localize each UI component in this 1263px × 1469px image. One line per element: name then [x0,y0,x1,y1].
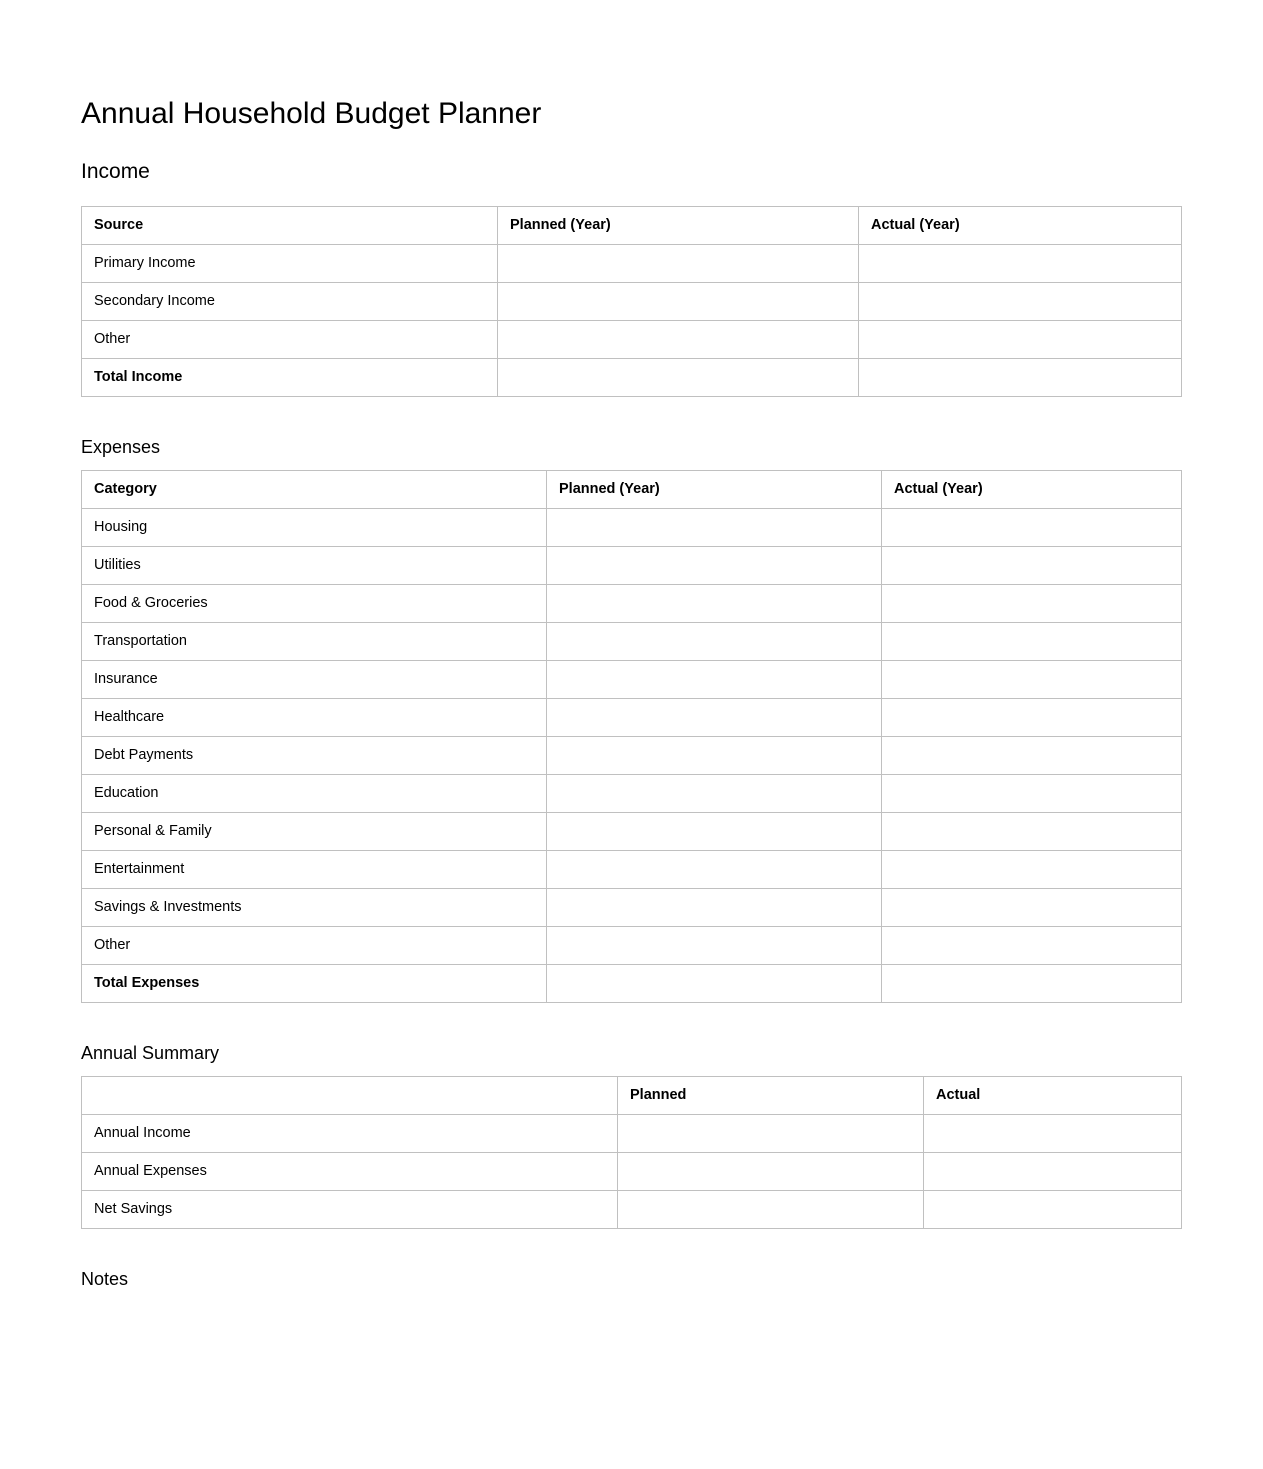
actual-value-cell[interactable] [882,775,1182,813]
planned-value-cell[interactable] [547,585,882,623]
annual-summary-table [81,1076,1182,1229]
actual-value-cell[interactable] [882,851,1182,889]
planned-value-cell[interactable] [547,623,882,661]
row-label-cell: Annual Income [82,1115,618,1153]
planned-value-cell[interactable] [547,813,882,851]
table-row [82,661,1182,699]
row-label-cell: Entertainment [82,851,547,889]
planned-value-cell[interactable] [618,1153,924,1191]
actual-value-cell[interactable] [859,359,1182,397]
planned-value-cell[interactable] [547,547,882,585]
table-header-row [82,207,1182,245]
actual-value-cell[interactable] [882,813,1182,851]
row-label-cell: Total Expenses [82,965,547,1003]
actual-value-cell[interactable] [882,585,1182,623]
table-header-row [82,1077,1182,1115]
table-row [82,737,1182,775]
actual-value-cell[interactable] [924,1191,1182,1229]
row-label-cell: Personal & Family [82,813,547,851]
planned-value-cell[interactable] [547,927,882,965]
row-label-cell: Insurance [82,661,547,699]
actual-value-cell[interactable] [882,661,1182,699]
table-row [82,585,1182,623]
table-row [82,245,1182,283]
actual-value-cell[interactable] [924,1153,1182,1191]
section-heading-income: Income [81,160,150,183]
planned-value-cell[interactable] [498,283,859,321]
row-label-cell: Secondary Income [82,283,498,321]
table-row [82,813,1182,851]
expenses-table [81,470,1182,1003]
row-label-cell: Savings & Investments [82,889,547,927]
column-header: Actual (Year) [882,471,1182,509]
table-header-row [82,471,1182,509]
planned-value-cell[interactable] [547,851,882,889]
section-heading-notes: Notes [81,1269,129,1289]
planned-value-cell[interactable] [547,509,882,547]
actual-value-cell[interactable] [859,245,1182,283]
section-heading-expenses: Expenses [81,437,161,457]
row-label-cell: Healthcare [82,699,547,737]
table-row [82,547,1182,585]
table-row [82,889,1182,927]
table-row [82,775,1182,813]
table-row [82,359,1182,397]
actual-value-cell[interactable] [882,623,1182,661]
actual-value-cell[interactable] [924,1115,1182,1153]
actual-value-cell[interactable] [882,889,1182,927]
planned-value-cell[interactable] [547,775,882,813]
table-row [82,1191,1182,1229]
actual-value-cell[interactable] [859,321,1182,359]
row-label-cell: Primary Income [82,245,498,283]
income-table [81,206,1182,397]
row-label-cell: Food & Groceries [82,585,547,623]
planned-value-cell[interactable] [547,737,882,775]
planned-value-cell[interactable] [618,1191,924,1229]
row-label-cell: Utilities [82,547,547,585]
planned-value-cell[interactable] [498,359,859,397]
column-header: Actual [924,1077,1182,1115]
actual-value-cell[interactable] [859,283,1182,321]
section-heading-annual-summary: Annual Summary [81,1043,220,1063]
column-header: Category [82,471,547,509]
actual-value-cell[interactable] [882,965,1182,1003]
column-header: Planned [618,1077,924,1115]
column-header: Actual (Year) [859,207,1182,245]
actual-value-cell[interactable] [882,737,1182,775]
actual-value-cell[interactable] [882,927,1182,965]
table-row [82,851,1182,889]
column-header: Source [82,207,498,245]
row-label-cell: Education [82,775,547,813]
row-label-cell: Other [82,321,498,359]
table-row [82,283,1182,321]
page-title: Annual Household Budget Planner [81,97,542,130]
table-row [82,623,1182,661]
actual-value-cell[interactable] [882,699,1182,737]
row-label-cell: Net Savings [82,1191,618,1229]
actual-value-cell[interactable] [882,509,1182,547]
table-row [82,1115,1182,1153]
table-row [82,509,1182,547]
planned-value-cell[interactable] [547,661,882,699]
planned-value-cell[interactable] [498,245,859,283]
row-label-cell: Other [82,927,547,965]
planned-value-cell[interactable] [547,889,882,927]
table-row [82,699,1182,737]
table-row [82,927,1182,965]
planned-value-cell[interactable] [618,1115,924,1153]
column-header: Planned (Year) [498,207,859,245]
row-label-cell: Annual Expenses [82,1153,618,1191]
table-row [82,965,1182,1003]
planned-value-cell[interactable] [498,321,859,359]
row-label-cell: Transportation [82,623,547,661]
row-label-cell: Debt Payments [82,737,547,775]
table-row [82,321,1182,359]
row-label-cell: Housing [82,509,547,547]
planned-value-cell[interactable] [547,965,882,1003]
actual-value-cell[interactable] [882,547,1182,585]
row-label-cell: Total Income [82,359,498,397]
table-row [82,1153,1182,1191]
column-header [82,1077,618,1115]
planned-value-cell[interactable] [547,699,882,737]
column-header: Planned (Year) [547,471,882,509]
